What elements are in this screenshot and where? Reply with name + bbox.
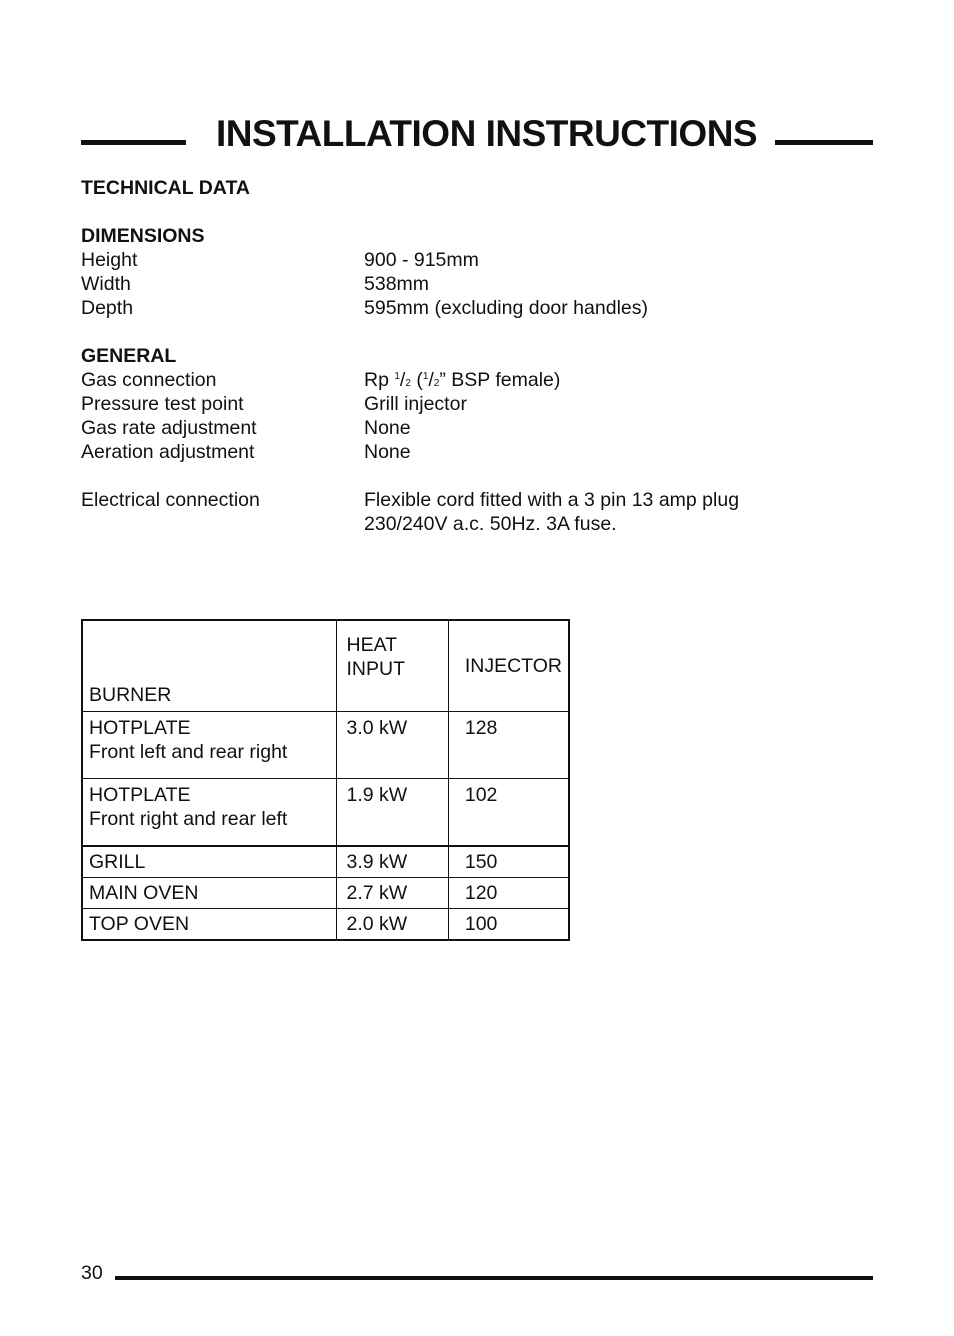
heat-input-cell: 3.9 kW — [336, 846, 448, 878]
gas-connection-suffix: ” BSP female) — [439, 369, 561, 391]
header-heat-input — [336, 620, 448, 712]
pressure-test-label: Pressure test point — [81, 393, 244, 415]
burner-cell — [82, 779, 336, 847]
pressure-test-value: Grill injector — [364, 393, 467, 415]
header-heat-line2: INPUT — [346, 658, 405, 680]
dimensions-heading: DIMENSIONS — [81, 225, 205, 247]
heat-input-cell: 2.0 kW — [336, 909, 448, 941]
aeration-value: None — [364, 441, 411, 463]
table-row — [82, 909, 569, 941]
table-row — [82, 712, 569, 779]
burner-cell: GRILL — [82, 846, 336, 878]
table-row — [82, 846, 569, 878]
fraction-denominator: 2 — [433, 378, 440, 389]
injector-cell: 100 — [448, 909, 569, 941]
burner-name: HOTPLATE — [89, 784, 191, 806]
header-heat-line1: HEAT — [346, 634, 398, 656]
burner-position: Front left and rear right — [89, 741, 288, 763]
table-header-row — [82, 620, 569, 712]
fraction-denominator: 2 — [405, 378, 411, 389]
burner-table — [81, 619, 570, 941]
dimension-label-height: Height — [81, 249, 138, 271]
title-rule-left — [81, 140, 186, 145]
dimension-value-depth: 595mm (excluding door handles) — [364, 297, 648, 319]
injector-cell: 150 — [448, 846, 569, 878]
title-rule-right — [775, 140, 873, 145]
gas-rate-label: Gas rate adjustment — [81, 417, 257, 439]
fraction-numerator: 1 — [394, 371, 400, 382]
heat-input-cell: 2.7 kW — [336, 878, 448, 909]
burner-cell: MAIN OVEN — [82, 878, 336, 909]
page-number: 30 — [81, 1262, 103, 1284]
electrical-label: Electrical connection — [81, 489, 260, 511]
header-burner: BURNER — [82, 620, 336, 712]
gas-connection-mid: ( — [410, 369, 423, 391]
aeration-label: Aeration adjustment — [81, 441, 255, 463]
dimension-value-width: 538mm — [364, 273, 430, 295]
dimension-label-width: Width — [81, 273, 131, 295]
heat-input-cell: 3.0 kW — [336, 712, 448, 779]
technical-data-heading: TECHNICAL DATA — [81, 177, 250, 199]
injector-cell: 102 — [448, 779, 569, 847]
page-title: INSTALLATION INSTRUCTIONS — [216, 113, 758, 154]
dimension-label-depth: Depth — [81, 297, 134, 319]
gas-rate-value: None — [364, 417, 411, 439]
fraction-numerator: 1 — [422, 371, 429, 382]
table-row — [82, 779, 569, 847]
gas-connection-label: Gas connection — [81, 369, 217, 391]
gas-connection-prefix: Rp — [364, 369, 395, 391]
dimension-value-height: 900 - 915mm — [364, 249, 479, 271]
burner-cell: TOP OVEN — [82, 909, 336, 941]
electrical-value-line2: 230/240V a.c. 50Hz. 3A fuse. — [364, 513, 617, 535]
header-injector: INJECTOR — [448, 620, 569, 712]
burner-cell — [82, 712, 336, 779]
table-row — [82, 878, 569, 909]
footer-rule — [115, 1276, 873, 1280]
injector-cell: 120 — [448, 878, 569, 909]
electrical-value-line1: Flexible cord fitted with a 3 pin 13 amp plug — [364, 489, 740, 511]
heat-input-cell: 1.9 kW — [336, 779, 448, 847]
general-heading: GENERAL — [81, 345, 177, 367]
burner-position: Front right and rear left — [89, 808, 288, 830]
gas-connection-value: Rp $^1$/2 ($^1$/2” BSP female) — [364, 369, 561, 391]
injector-cell: 128 — [448, 712, 569, 779]
burner-name: HOTPLATE — [89, 717, 191, 739]
